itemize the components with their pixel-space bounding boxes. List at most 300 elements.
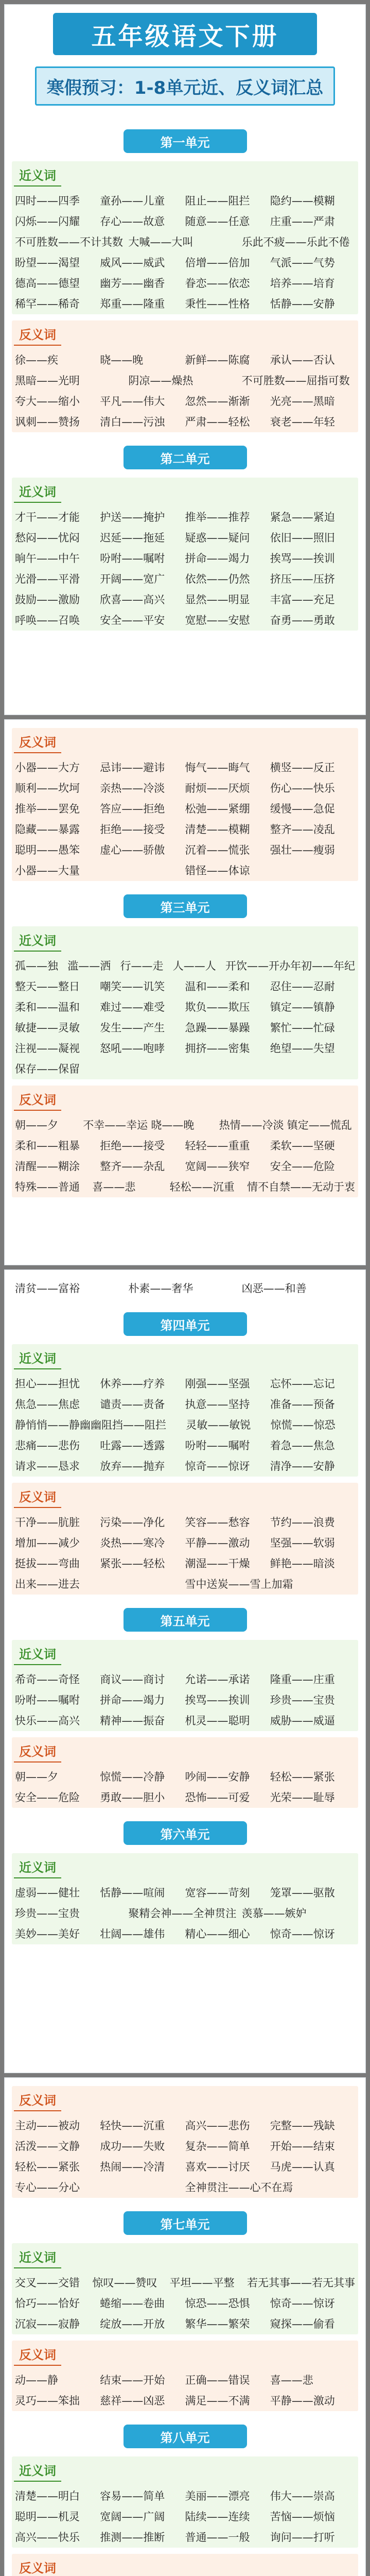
word-pair: 光亮——黑暗 [270,395,335,408]
word-pair: 依旧——照旧 [270,532,335,544]
word-row [12,976,358,997]
unit-4-heading: 第四单元 [124,1312,247,1336]
word-row [12,2314,358,2334]
antonym-label: 反义词 [14,730,61,753]
word-row [12,1533,358,1553]
synonym-label: 近义词 [14,1855,61,1878]
word-pair: 衰老——年轻 [270,416,335,428]
word-pair: 热情——冷淡 [219,1119,284,1131]
word-pair: 难过——难受 [100,1001,165,1013]
word-row [12,2486,358,2506]
synonym-label: 近义词 [14,480,61,503]
word-row [12,2136,358,2157]
word-row [12,1553,358,1574]
word-pair: 光滑——平滑 [15,573,80,585]
word-pair: 喜——悲 [92,1181,136,1193]
word-row [12,2273,358,2293]
word-pair: 顺利——坎坷 [15,782,80,794]
word-pair: 愁闷——忧闷 [15,532,80,544]
word-pair: 隆重——庄重 [270,1673,335,1686]
word-pair: 宽阔——狭窄 [185,1160,250,1173]
unit-5-antonyms [12,1737,358,1808]
word-pair: 轻松——紧张 [15,2161,80,2173]
word-pair: 小器——大量 [15,865,80,877]
antonym-label: 反义词 [14,2088,61,2111]
antonym-label: 反义词 [14,2343,61,2366]
word-pair: 沉着——慌张 [185,844,250,856]
word-pair: 镇定——镇静 [270,1001,335,1013]
word-pair: 忍住——忍耐 [270,980,335,993]
word-pair: 平凡——伟大 [100,395,165,408]
antonym-label: 反义词 [14,1485,61,1508]
word-pair: 精心——细心 [185,1928,250,1940]
word-pair: 繁华——繁荣 [185,2318,250,2330]
word-pair: 整齐——凌乱 [270,823,335,836]
word-pair: 亲热——冷淡 [100,782,165,794]
word-pair: 急躁——暴躁 [185,1022,250,1034]
unit-4-synonyms [12,1344,358,1477]
word-pair: 谴责——责备 [100,1398,165,1411]
word-pair: 夸大——缩小 [15,395,80,408]
word-pair: 讽刺——赞扬 [15,416,80,428]
word-pair: 灵巧——笨拙 [15,2395,80,2407]
word-pair: 乐此不疲——乐此不倦 [241,236,350,248]
word-pair: 庄重——严肃 [270,215,335,228]
word-row [12,1767,358,1787]
word-pair: 欣喜——高兴 [100,594,165,606]
word-row [12,350,358,370]
word-pair: 鼓励——激励 [15,594,80,606]
word-pair: 朝——夕 [15,1771,58,1783]
word-row [12,778,358,799]
word-pair: 稀罕——稀奇 [15,298,80,310]
word-pair: 强壮——瘦弱 [270,844,335,856]
word-pair: 虚弱——健壮 [15,1887,80,1899]
word-pair: 错怪——体谅 [185,865,250,877]
word-pair: 小器——大方 [15,761,80,774]
word-pair: 隐藏——暴露 [15,823,80,836]
word-pair: 推举——罢免 [15,803,80,815]
word-pair: 挺拔——弯曲 [15,1557,80,1570]
word-pair: 勇敢——胆小 [100,1791,165,1804]
word-pair: 准备——预备 [270,1398,335,1411]
word-pair: 闪烁——闪耀 [15,215,80,228]
word-pair: 沉寂——寂静 [15,2318,80,2330]
word-pair: 晓——晚 [100,354,144,366]
word-pair: 惊奇——惊讶 [185,1460,250,1472]
word-pair: 喜欢——讨厌 [185,2161,250,2173]
word-pair: 平静——激动 [270,2395,335,2407]
word-pair: 蜷缩——卷曲 [100,2297,165,2310]
unit-2-synonyms [12,478,358,631]
word-pair: 正确——错误 [185,2374,250,2386]
word-pair: 精神——振奋 [100,1715,165,1727]
word-pair: 四时——四季 [15,195,80,207]
unit-1-heading: 第一单元 [124,129,247,153]
word-pair: 挨骂——挨训 [185,1694,250,1706]
unit-8-heading: 第八单元 [124,2425,247,2448]
word-row [12,273,358,294]
word-pair: 平静——激动 [185,1537,250,1549]
antonym-label: 反义词 [14,1739,61,1762]
word-row [12,1278,358,1299]
word-pair: 安全——危险 [270,1160,335,1173]
word-pair: 执意——坚持 [185,1398,250,1411]
word-pair: 童孙——儿童 [100,195,165,207]
word-pair: 污染——净化 [100,1516,165,1529]
word-pair: 奋勇——勇敢 [270,614,335,626]
word-pair: 平坦——平整 [169,2277,235,2289]
word-pair: 聪明——愚笨 [15,844,80,856]
word-pair: 威风——威武 [100,257,165,269]
word-pair: 商议——商讨 [100,1673,165,1686]
word-pair: 若无其事——若无其事 [246,2277,355,2289]
word-pair: 希奇——奇怪 [15,1673,80,1686]
word-pair: 隐约——模糊 [270,195,335,207]
word-pair: 滥——洒 [67,960,111,972]
word-pair: 羡慕——嫉妒 [241,1907,307,1920]
word-pair: 放弃——抛弃 [100,1460,165,1472]
word-pair: 允诺——承诺 [185,1673,250,1686]
word-pair: 朝——夕 [15,1119,58,1131]
word-pair: 担心——担忧 [15,1378,80,1390]
word-pair: 恐怖——可爱 [185,1791,250,1804]
word-pair: 节约——浪费 [270,1516,335,1529]
word-pair: 宽容——苛刻 [185,1887,250,1899]
antonym-label: 反义词 [14,323,61,346]
word-pair: 壮阔——雄伟 [100,1928,165,1940]
unit-3-heading: 第三单元 [124,894,247,918]
word-pair: 缓慢——急促 [270,803,335,815]
word-row [12,2506,358,2527]
word-row [12,391,358,412]
word-pair: 依然——仍然 [185,573,250,585]
word-pair: 雪中送炭——雪上加霜 [185,1578,293,1590]
word-row [12,294,358,314]
word-row [12,1059,358,1079]
word-pair: 疑惑——疑问 [185,532,250,544]
word-pair: 德高——德望 [15,277,80,290]
word-pair: 忘怀——忘记 [270,1378,335,1390]
word-pair: 怒吼——咆哮 [100,1042,165,1055]
word-pair: 快乐——高兴 [15,1715,80,1727]
word-row [12,757,358,778]
word-row [12,2293,358,2314]
word-pair: 开阔——宽广 [100,573,165,585]
word-pair: 承认——否认 [270,354,335,366]
word-pair: 凶恶——和善 [241,1282,307,1295]
unit-3-synonyms [12,926,358,1079]
word-pair: 郑重——隆重 [100,298,165,310]
word-pair: 不可胜数——屈指可数 [241,375,350,387]
word-pair: 清楚——模糊 [185,823,250,836]
word-row [12,2115,358,2136]
word-pair: 清白——污浊 [100,416,165,428]
word-pair: 询问——打听 [270,2531,335,2544]
word-row [12,1394,358,1415]
sheet-page-1 [4,4,366,715]
word-pair: 恬静——喧闹 [100,1887,165,1899]
word-pair: 专心——分心 [15,2181,80,2194]
header [12,5,358,116]
word-row [12,1374,358,1394]
unit-8-antonyms [12,2554,358,2576]
synonym-label: 近义词 [14,2245,61,2268]
word-pair: 清贫——富裕 [15,1282,80,1295]
word-pair: 丰富——充足 [270,594,335,606]
word-pair: 柔和——粗暴 [15,1140,80,1152]
unit-5-synonyms [12,1640,358,1731]
word-pair: 行——走 [120,960,164,972]
word-pair: 轻轻——重重 [185,1140,250,1152]
word-pair: 威胁——威逼 [270,1715,335,1727]
word-pair: 主动——被动 [15,2120,80,2132]
word-pair: 潮湿——干燥 [185,1557,250,1570]
word-pair: 幽芳——幽香 [100,277,165,290]
word-pair: 成功——失败 [100,2140,165,2153]
word-pair: 注视——凝视 [15,1042,80,1055]
word-pair: 聚精会神——全神贯注 [128,1907,237,1920]
word-pair: 推测——推断 [100,2531,165,2544]
word-pair: 不幸——幸运 [83,1119,148,1131]
word-pair: 忌讳——避讳 [100,761,165,774]
word-pair: 容易——简单 [100,2490,165,2502]
word-pair: 嘲笑——讥笑 [100,980,165,993]
word-row [12,2391,358,2411]
word-pair: 结束——开始 [100,2374,165,2386]
word-pair: 笼罩——驱散 [270,1887,335,1899]
word-row [12,569,358,589]
word-pair: 苦恼——烦恼 [270,2511,335,2523]
word-row [12,1136,358,1156]
word-pair: 吵闹——安静 [185,1771,250,1783]
word-pair: 机灵——聪明 [185,1715,250,1727]
word-pair: 严肃——轻松 [185,416,250,428]
word-pair: 宽阔——广阔 [100,2511,165,2523]
word-row [12,412,358,432]
unit-6-synonyms [12,1853,358,1944]
word-pair: 阻止——阻拦 [185,195,250,207]
word-pair: 随意——任意 [185,215,250,228]
word-pair: 倍增——倍加 [185,257,250,269]
word-pair: 欺负——欺压 [185,1001,250,1013]
word-pair: 惊奇——惊讶 [270,1928,335,1940]
word-pair: 整齐——杂乱 [100,1160,165,1173]
word-pair: 显然——明显 [185,594,250,606]
sheet-page-2 [4,719,366,1265]
word-row [12,1156,358,1177]
synonym-label: 近义词 [14,928,61,952]
unit-5-heading: 第五单元 [124,1608,247,1632]
word-row [12,252,358,273]
unit-6-antonyms [12,2086,358,2198]
word-pair: 光荣——耻辱 [270,1791,335,1804]
word-pair: 灵敏——敏锐 [186,1419,251,1431]
word-row [12,819,358,840]
word-pair: 孤——独 [15,960,58,972]
word-pair: 笑容——愁容 [185,1516,250,1529]
word-pair: 镇定——慌乱 [287,1119,352,1131]
word-pair: 拒绝——接受 [100,1140,165,1152]
word-pair: 敏捷——灵敏 [15,1022,80,1034]
word-pair: 清楚——明白 [15,2490,80,2502]
antonym-label: 反义词 [14,1088,61,1111]
word-pair: 情不自禁——无动于衷 [246,1181,355,1193]
word-row [12,528,358,548]
word-row [12,370,358,391]
word-pair: 增加——减少 [15,1537,80,1549]
word-pair: 吩咐——嘱咐 [185,1439,250,1452]
word-pair: 繁忙——忙碌 [270,1022,335,1034]
word-pair: 全神贯注——心不在焉 [185,2181,293,2194]
word-pair: 呼唤——召唤 [15,614,80,626]
word-pair: 吐露——透露 [100,1439,165,1452]
word-pair: 轻快——沉重 [100,2120,165,2132]
word-pair: 聪明——机灵 [15,2511,80,2523]
word-row [12,799,358,819]
word-pair: 喜——悲 [270,2374,313,2386]
word-pair: 美妙——美好 [15,1928,80,1940]
word-pair: 坚强——软弱 [270,1537,335,1549]
word-pair: 高兴——快乐 [15,2531,80,2544]
antonym-label: 反义词 [14,2556,61,2576]
word-pair: 美丽——漂亮 [185,2490,250,2502]
word-pair: 悲痛——悲伤 [15,1439,80,1452]
word-row [12,1574,358,1595]
unit-6-heading: 第六单元 [124,1821,247,1845]
word-pair: 炎热——寒冷 [100,1537,165,1549]
word-row [12,1690,358,1710]
word-pair: 朴素——奢华 [128,1282,193,1295]
unit-8-synonyms [12,2456,358,2548]
word-row [12,1115,358,1136]
word-pair: 忽然——渐渐 [185,395,250,408]
word-pair: 虚心——骄傲 [100,844,165,856]
word-pair: 答应——拒绝 [100,803,165,815]
word-pair: 珍贵——宝贵 [15,1907,80,1920]
word-row [12,1710,358,1731]
word-pair: 慈祥——凶恶 [100,2395,165,2407]
word-row [12,589,358,610]
word-pair: 吩咐——嘱咐 [100,552,165,565]
word-pair: 轻松——紧张 [270,1771,335,1783]
word-pair: 松弛——紧绷 [185,803,250,815]
word-pair: 发生——产生 [100,1022,165,1034]
word-pair: 珍贵——宝贵 [270,1694,335,1706]
word-pair: 焦急——焦虑 [15,1398,80,1411]
synonym-label: 近义词 [14,163,61,187]
word-row [12,2157,358,2177]
word-pair: 拒绝——接受 [100,823,165,836]
word-pair: 黑暗——光明 [15,375,80,387]
word-pair: 伤心——快乐 [270,782,335,794]
word-row [12,610,358,631]
word-pair: 陆续——连续 [185,2511,250,2523]
word-pair: 复杂——简单 [185,2140,250,2153]
unit-2-antonyms [12,728,358,881]
sheet-page-4 [4,2077,366,2576]
unit-7-antonyms [12,2341,358,2411]
word-pair: 拼命——竭力 [185,552,250,565]
word-pair: 高兴——悲伤 [185,2120,250,2132]
word-pair: 晓——晚 [151,1119,195,1131]
word-row [12,1177,358,1197]
word-row [12,1512,358,1533]
word-pair: 动——静 [15,2374,58,2386]
word-pair: 绝望——失望 [270,1042,335,1055]
word-pair: 惊慌——惊恐 [270,1419,336,1431]
word-pair: 满足——不满 [185,2395,250,2407]
word-pair: 紧急——紧迫 [270,511,335,523]
word-pair: 存心——故意 [100,215,165,228]
word-row [12,2177,358,2198]
word-pair: 吩咐——嘱咐 [15,1694,80,1706]
word-row [12,2527,358,2548]
word-pair: 请求——恳求 [15,1460,80,1472]
word-pair: 出来——进去 [15,1578,80,1590]
word-pair: 悔气——晦气 [185,761,250,774]
word-pair: 休养——疗养 [100,1378,165,1390]
synonym-label: 近义词 [14,1346,61,1369]
word-pair: 窥探——偷看 [270,2318,335,2330]
unit-7-synonyms [12,2243,358,2334]
word-row [12,1787,358,1808]
word-pair: 干净——肮脏 [15,1516,80,1529]
word-pair: 阴凉——燥热 [128,375,193,387]
word-pair: 清净——安静 [270,1460,335,1472]
word-row [12,232,358,252]
word-row [12,2370,358,2391]
word-pair: 安全——平安 [100,614,165,626]
word-pair: 培养——培育 [270,277,335,290]
word-pair: 柔软——坚硬 [270,1140,335,1152]
word-row [12,548,358,569]
word-pair: 马虎——认真 [270,2161,335,2173]
unit-2-heading: 第二单元 [124,446,247,469]
word-pair: 完整——残缺 [270,2120,335,2132]
word-row [12,997,358,1018]
word-pair: 盼望——渴望 [15,257,80,269]
word-pair: 拥挤——密集 [185,1042,250,1055]
word-pair: 交叉——交错 [15,2277,80,2289]
word-pair: 惊恐——恐惧 [185,2297,250,2310]
word-pair: 特殊——普通 [15,1181,80,1193]
word-row [12,1883,358,1903]
word-pair: 恰巧——恰好 [15,2297,80,2310]
word-pair: 安全——危险 [15,1791,80,1804]
word-row [12,1669,358,1690]
unit-4-antonyms [12,1483,358,1595]
word-pair: 气派——气势 [270,257,335,269]
word-row [12,1924,358,1944]
word-pair: 耐烦——厌烦 [185,782,250,794]
word-row [12,1415,358,1435]
word-pair: 新鲜——陈腐 [185,354,250,366]
word-pair: 晌午——中午 [15,552,80,565]
word-pair: 清醒——糊涂 [15,1160,80,1173]
word-pair: 阻挡——阻拦 [101,1419,166,1431]
word-pair: 鲜艳——暗淡 [270,1557,335,1570]
word-pair: 开饮——开办 [225,960,290,972]
unit-7-heading: 第七单元 [124,2211,247,2235]
word-pair: 挨骂——挨训 [270,552,335,565]
word-pair: 着急——焦急 [270,1439,335,1452]
word-row [12,1018,358,1038]
word-row [12,211,358,232]
word-pair: 不可胜数——不计其数 [15,236,123,248]
unit-3-antonyms [12,1086,358,1197]
word-pair: 温和——柔和 [185,980,250,993]
